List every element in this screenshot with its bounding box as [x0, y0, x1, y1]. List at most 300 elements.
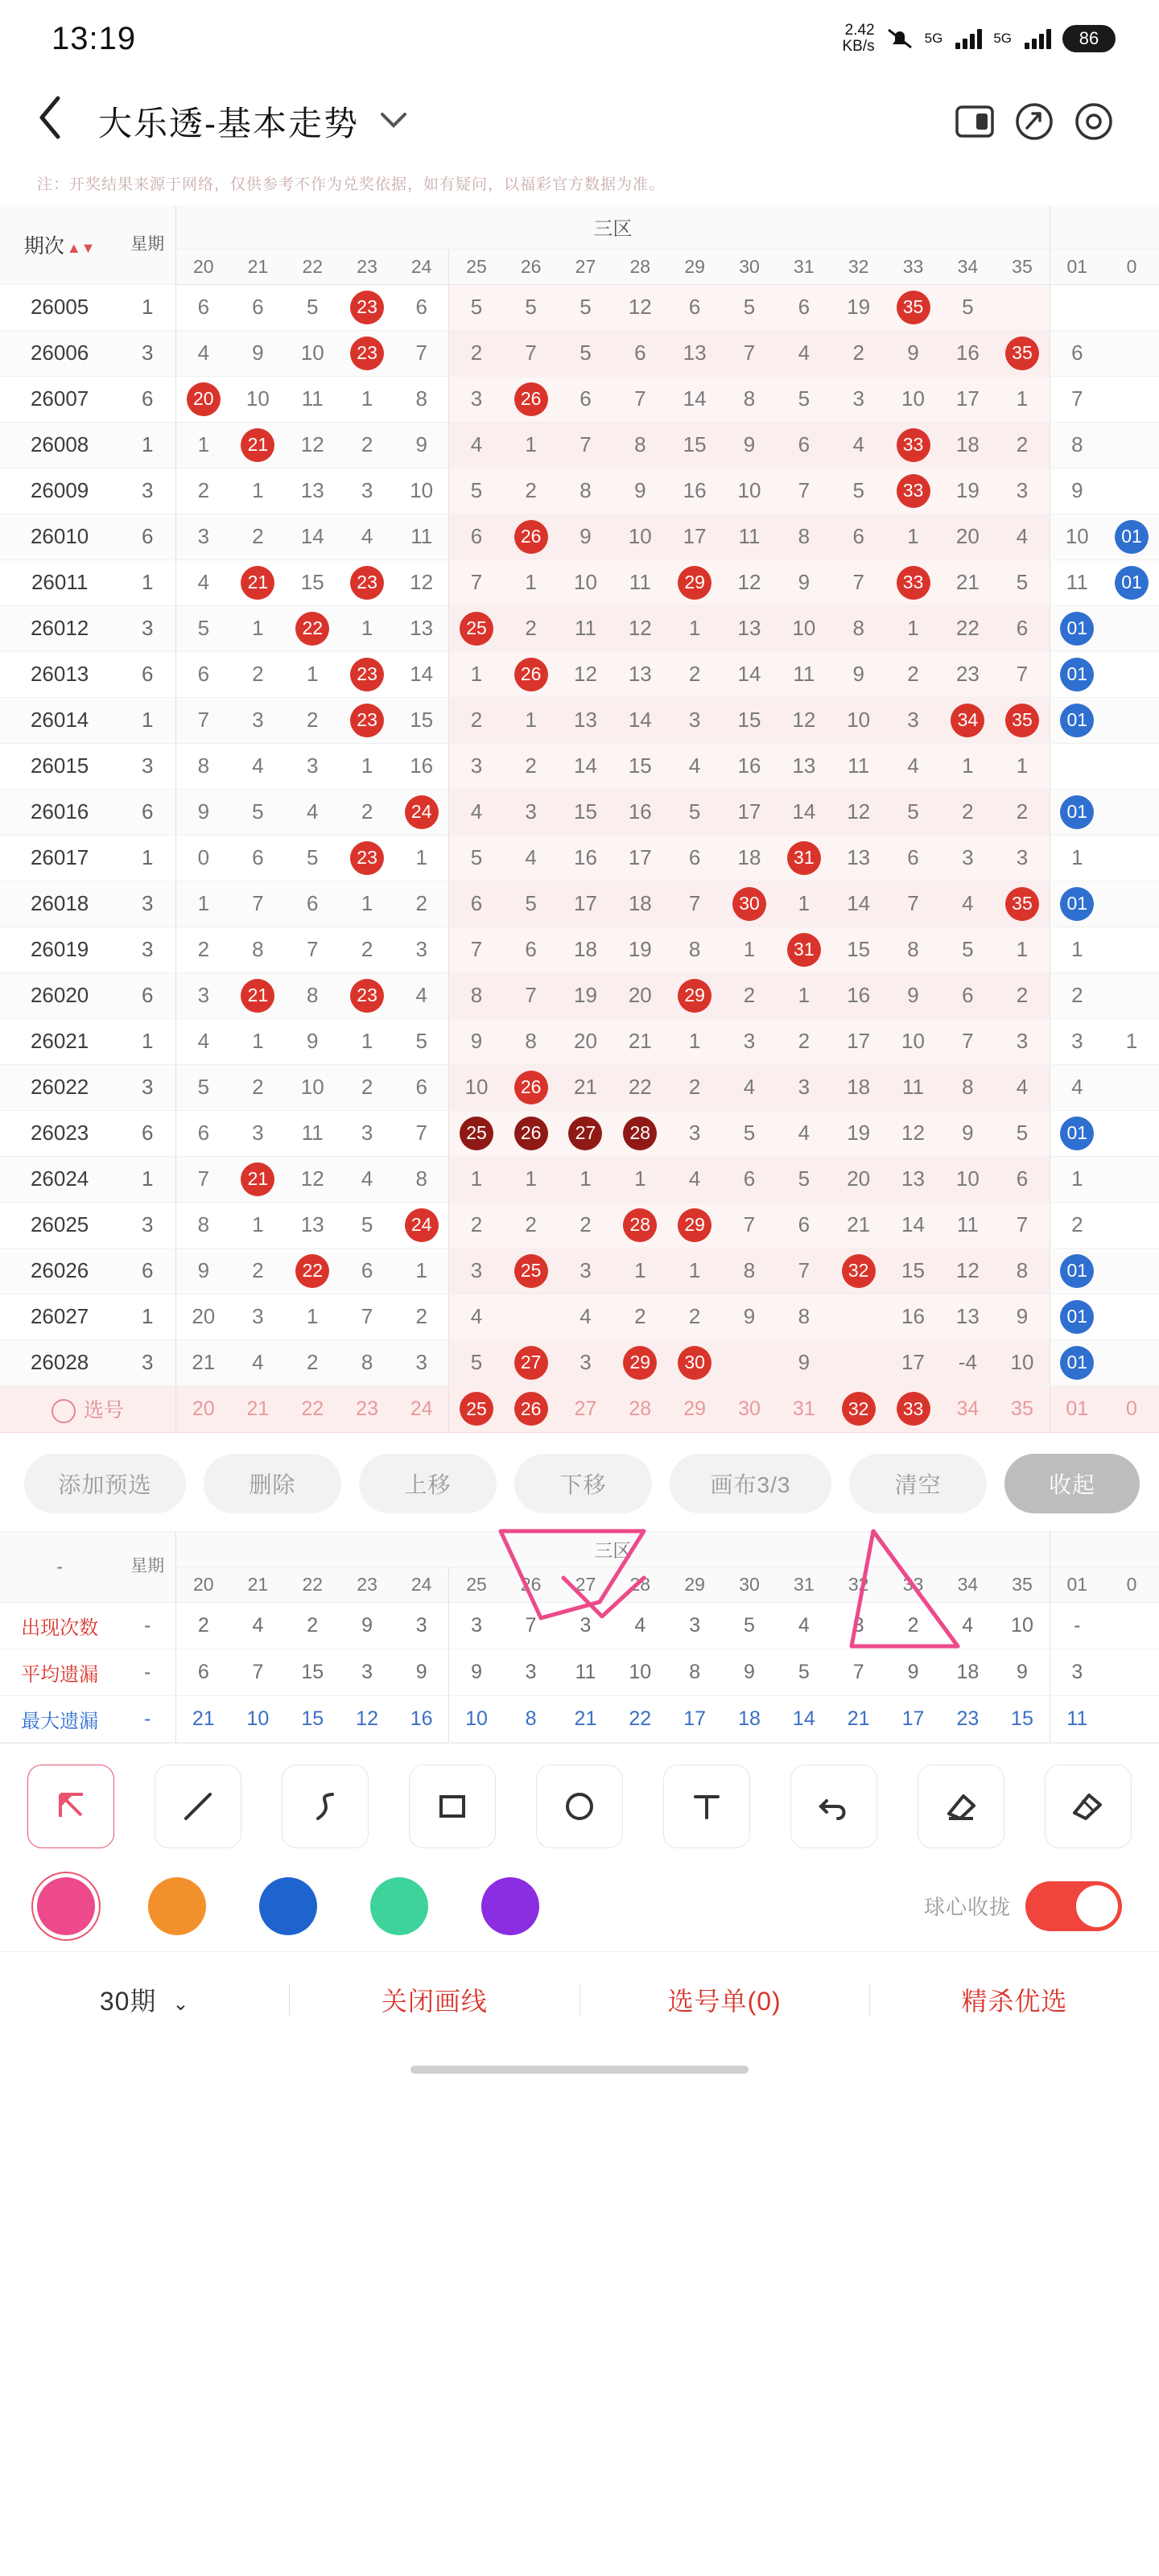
- cell-num-29[interactable]: 16: [667, 468, 722, 514]
- cell-num-29[interactable]: 3: [667, 1110, 722, 1156]
- table-row[interactable]: [0, 1018, 1159, 1064]
- cell-num-31[interactable]: 7: [777, 1248, 831, 1294]
- chevron-down-icon[interactable]: [380, 109, 407, 134]
- num-header-20[interactable]: 20: [176, 249, 231, 284]
- cell-num-20[interactable]: 8: [176, 1202, 231, 1248]
- cell-num-21[interactable]: [230, 559, 285, 605]
- cell-num-32[interactable]: 7: [831, 559, 886, 605]
- cell-num-28[interactable]: 16: [612, 789, 667, 835]
- cell-num-30[interactable]: 4: [722, 1064, 777, 1110]
- cell-num-26[interactable]: 7: [504, 972, 559, 1018]
- cell-num-35[interactable]: 3: [995, 835, 1050, 881]
- cell-num-0[interactable]: [1104, 1202, 1159, 1248]
- cell-num-0[interactable]: [1104, 927, 1159, 972]
- cell-num-28[interactable]: 18: [612, 881, 667, 927]
- cell-num-01[interactable]: 1: [1050, 927, 1104, 972]
- cell-num-22[interactable]: 13: [285, 468, 340, 514]
- cell-num-29[interactable]: 15: [667, 422, 722, 468]
- cell-num-25[interactable]: 5: [449, 835, 504, 881]
- cell-num-32[interactable]: 4: [831, 422, 886, 468]
- canvas-button[interactable]: 画布3/3: [670, 1454, 831, 1513]
- cell-num-34[interactable]: 9: [940, 1110, 995, 1156]
- cell-num-27[interactable]: 18: [559, 927, 613, 972]
- cell-num-22[interactable]: 1: [285, 651, 340, 697]
- cell-num-0[interactable]: [1104, 422, 1159, 468]
- table-row[interactable]: [0, 927, 1159, 972]
- num-header-29[interactable]: 29: [667, 249, 722, 284]
- cell-num-24[interactable]: 2: [394, 1294, 449, 1340]
- cell-num-27[interactable]: 8: [559, 468, 613, 514]
- sel-34[interactable]: 34: [940, 1385, 995, 1432]
- cell-num-01[interactable]: [1050, 1110, 1104, 1156]
- collapse-button[interactable]: 收起: [1004, 1454, 1140, 1513]
- cell-num-35[interactable]: 4: [995, 1064, 1050, 1110]
- cell-num-31[interactable]: 14: [777, 789, 831, 835]
- move-up-button[interactable]: 上移: [359, 1454, 497, 1513]
- cell-num-23[interactable]: 1: [340, 1018, 394, 1064]
- cell-num-20[interactable]: 4: [176, 559, 231, 605]
- table-row[interactable]: [0, 559, 1159, 605]
- cell-num-35[interactable]: 1: [995, 927, 1050, 972]
- cell-num-27[interactable]: 3: [559, 1340, 613, 1385]
- cell-num-25[interactable]: 7: [449, 559, 504, 605]
- cell-num-20[interactable]: 1: [176, 881, 231, 927]
- cell-num-27[interactable]: 1: [559, 1156, 613, 1202]
- cell-num-35[interactable]: 8: [995, 1248, 1050, 1294]
- cell-num-30[interactable]: 2: [722, 972, 777, 1018]
- cell-num-23[interactable]: 2: [340, 1064, 394, 1110]
- cell-num-32[interactable]: 5: [831, 468, 886, 514]
- num-header-23[interactable]: 23: [340, 249, 394, 284]
- cell-num-25[interactable]: [449, 1110, 504, 1156]
- cell-num-33[interactable]: 1: [886, 605, 941, 651]
- cell-num-20[interactable]: [176, 376, 231, 422]
- cell-num-26[interactable]: 7: [504, 330, 559, 376]
- cell-num-35[interactable]: 3: [995, 1018, 1050, 1064]
- num-header-21[interactable]: 21: [230, 249, 285, 284]
- cell-issue[interactable]: 26026: [0, 1248, 119, 1294]
- move-down-button[interactable]: 下移: [514, 1454, 652, 1513]
- cell-num-34[interactable]: 20: [940, 514, 995, 559]
- cell-num-30[interactable]: 1: [722, 927, 777, 972]
- cell-num-33[interactable]: 10: [886, 376, 941, 422]
- cell-num-20[interactable]: 8: [176, 743, 231, 789]
- sel-02[interactable]: 0: [1104, 1385, 1159, 1432]
- cell-num-26[interactable]: 6: [504, 927, 559, 972]
- back-arrow-icon[interactable]: [35, 95, 84, 149]
- cell-num-20[interactable]: 6: [176, 651, 231, 697]
- cell-num-28[interactable]: 2: [612, 1294, 667, 1340]
- num-header-22[interactable]: 22: [285, 249, 340, 284]
- cell-num-0[interactable]: [1104, 789, 1159, 835]
- cell-issue[interactable]: 26007: [0, 376, 119, 422]
- cell-num-30[interactable]: 14: [722, 651, 777, 697]
- table-row[interactable]: [0, 1110, 1159, 1156]
- cell-num-01[interactable]: 2: [1050, 972, 1104, 1018]
- num-header-02[interactable]: 0: [1104, 249, 1159, 284]
- cell-num-28[interactable]: 8: [612, 422, 667, 468]
- cell-num-26[interactable]: 2: [504, 1202, 559, 1248]
- cell-num-29[interactable]: 1: [667, 605, 722, 651]
- cell-num-25[interactable]: 10: [449, 1064, 504, 1110]
- color-bar[interactable]: [0, 1869, 1159, 1951]
- undo-tool[interactable]: [790, 1765, 877, 1848]
- cell-num-35[interactable]: 5: [995, 1110, 1050, 1156]
- cell-num-33[interactable]: 11: [886, 1064, 941, 1110]
- cell-num-33[interactable]: [886, 559, 941, 605]
- cell-issue[interactable]: 26014: [0, 697, 119, 743]
- table-row[interactable]: [0, 1294, 1159, 1340]
- cell-num-0[interactable]: [1104, 835, 1159, 881]
- cell-num-21[interactable]: [230, 972, 285, 1018]
- cell-num-22[interactable]: 1: [285, 1294, 340, 1340]
- cell-num-21[interactable]: 1: [230, 468, 285, 514]
- cell-num-23[interactable]: [340, 330, 394, 376]
- cell-num-01[interactable]: [1050, 1248, 1104, 1294]
- cell-num-34[interactable]: 13: [940, 1294, 995, 1340]
- drawing-toolbar[interactable]: [0, 1743, 1159, 1869]
- table-row[interactable]: [0, 605, 1159, 651]
- cell-num-27[interactable]: 10: [559, 559, 613, 605]
- cell-num-29[interactable]: 1: [667, 1248, 722, 1294]
- num-header-27[interactable]: 27: [559, 249, 613, 284]
- cell-num-23[interactable]: 5: [340, 1202, 394, 1248]
- cell-num-32[interactable]: 2: [831, 330, 886, 376]
- cell-num-32[interactable]: 18: [831, 1064, 886, 1110]
- cell-num-22[interactable]: 5: [285, 835, 340, 881]
- cell-num-24[interactable]: 12: [394, 559, 449, 605]
- cell-num-24[interactable]: 11: [394, 514, 449, 559]
- cell-num-20[interactable]: 4: [176, 330, 231, 376]
- cell-num-31[interactable]: 5: [777, 376, 831, 422]
- cell-num-24[interactable]: 3: [394, 1340, 449, 1385]
- cell-num-30[interactable]: 16: [722, 743, 777, 789]
- cell-num-26[interactable]: 2: [504, 605, 559, 651]
- ball-collapse-toggle[interactable]: [1025, 1881, 1122, 1931]
- cell-num-21[interactable]: 3: [230, 1110, 285, 1156]
- cell-issue[interactable]: 26019: [0, 927, 119, 972]
- cell-num-33[interactable]: 15: [886, 1248, 941, 1294]
- share-icon[interactable]: [1004, 92, 1064, 151]
- cell-num-32[interactable]: 20: [831, 1156, 886, 1202]
- cell-num-35[interactable]: [995, 330, 1050, 376]
- cell-num-31[interactable]: 8: [777, 1294, 831, 1340]
- cell-num-22[interactable]: 2: [285, 1340, 340, 1385]
- cell-num-27[interactable]: 19: [559, 972, 613, 1018]
- optimize-button[interactable]: 精杀优选: [961, 1987, 1068, 2016]
- cell-num-28[interactable]: 6: [612, 330, 667, 376]
- cell-num-22[interactable]: 8: [285, 972, 340, 1018]
- cell-num-31[interactable]: [777, 927, 831, 972]
- selection-label[interactable]: 选号: [0, 1385, 176, 1432]
- cell-num-28[interactable]: 10: [612, 514, 667, 559]
- cell-num-0[interactable]: [1104, 559, 1159, 605]
- num-header-25[interactable]: 25: [449, 249, 504, 284]
- cell-num-24[interactable]: 8: [394, 376, 449, 422]
- cell-num-20[interactable]: 7: [176, 1156, 231, 1202]
- cell-num-31[interactable]: 10: [777, 605, 831, 651]
- cell-num-26[interactable]: 1: [504, 559, 559, 605]
- cell-num-0[interactable]: [1104, 881, 1159, 927]
- cell-num-24[interactable]: 7: [394, 330, 449, 376]
- cell-num-26[interactable]: 5: [504, 881, 559, 927]
- cell-num-34[interactable]: 16: [940, 330, 995, 376]
- sel-29[interactable]: 29: [667, 1385, 722, 1432]
- cell-num-21[interactable]: 3: [230, 697, 285, 743]
- cell-num-22[interactable]: 11: [285, 1110, 340, 1156]
- cell-num-30[interactable]: 9: [722, 1294, 777, 1340]
- cell-num-32[interactable]: 12: [831, 789, 886, 835]
- cell-num-22[interactable]: 10: [285, 330, 340, 376]
- cell-num-33[interactable]: 3: [886, 697, 941, 743]
- cell-num-26[interactable]: [504, 651, 559, 697]
- cell-num-20[interactable]: 21: [176, 1340, 231, 1385]
- cell-num-23[interactable]: 1: [340, 605, 394, 651]
- cell-num-28[interactable]: 19: [612, 927, 667, 972]
- cell-num-31[interactable]: 2: [777, 1018, 831, 1064]
- cell-num-01[interactable]: 6: [1050, 330, 1104, 376]
- cell-num-21[interactable]: 6: [230, 284, 285, 330]
- cell-num-27[interactable]: 6: [559, 376, 613, 422]
- cell-num-20[interactable]: 3: [176, 972, 231, 1018]
- cell-num-33[interactable]: 7: [886, 881, 941, 927]
- target-settings-icon[interactable]: [1064, 92, 1124, 151]
- cell-num-27[interactable]: 5: [559, 284, 613, 330]
- cell-num-27[interactable]: 21: [559, 1064, 613, 1110]
- cell-num-32[interactable]: 17: [831, 1018, 886, 1064]
- period-select[interactable]: 30期 ⌄: [99, 1987, 190, 2016]
- cell-num-22[interactable]: 12: [285, 1156, 340, 1202]
- sel-20[interactable]: 20: [176, 1385, 231, 1432]
- cell-num-27[interactable]: 14: [559, 743, 613, 789]
- cell-num-01[interactable]: [1050, 697, 1104, 743]
- cell-num-33[interactable]: 17: [886, 1340, 941, 1385]
- cell-num-21[interactable]: 8: [230, 927, 285, 972]
- cell-num-21[interactable]: 1: [230, 1018, 285, 1064]
- table-row[interactable]: [0, 376, 1159, 422]
- cell-num-31[interactable]: 6: [777, 1202, 831, 1248]
- cell-num-33[interactable]: [886, 468, 941, 514]
- cell-num-31[interactable]: 9: [777, 1340, 831, 1385]
- cell-issue[interactable]: 26025: [0, 1202, 119, 1248]
- cell-issue[interactable]: 26022: [0, 1064, 119, 1110]
- cell-num-30[interactable]: 18: [722, 835, 777, 881]
- cell-num-27[interactable]: 2: [559, 1202, 613, 1248]
- cell-num-0[interactable]: [1104, 972, 1159, 1018]
- table-row[interactable]: [0, 881, 1159, 927]
- cell-num-29[interactable]: 17: [667, 514, 722, 559]
- table-row[interactable]: [0, 330, 1159, 376]
- cell-num-01[interactable]: [1050, 651, 1104, 697]
- cell-num-24[interactable]: 16: [394, 743, 449, 789]
- num-header-33[interactable]: 33: [886, 249, 941, 284]
- cell-num-32[interactable]: 13: [831, 835, 886, 881]
- cell-num-25[interactable]: 4: [449, 422, 504, 468]
- cell-num-34[interactable]: 21: [940, 559, 995, 605]
- cell-num-01[interactable]: 1: [1050, 835, 1104, 881]
- cell-num-35[interactable]: 1: [995, 376, 1050, 422]
- rect-tool[interactable]: [409, 1765, 496, 1848]
- cell-num-30[interactable]: 10: [722, 468, 777, 514]
- cell-num-23[interactable]: 2: [340, 422, 394, 468]
- cell-num-01[interactable]: [1050, 789, 1104, 835]
- cell-num-35[interactable]: [995, 881, 1050, 927]
- cell-num-20[interactable]: 2: [176, 468, 231, 514]
- cell-issue[interactable]: 26012: [0, 605, 119, 651]
- cell-num-01[interactable]: 8: [1050, 422, 1104, 468]
- cell-num-21[interactable]: 7: [230, 881, 285, 927]
- cell-num-35[interactable]: 2: [995, 422, 1050, 468]
- cell-num-30[interactable]: [722, 881, 777, 927]
- cell-num-22[interactable]: [285, 1248, 340, 1294]
- cell-num-30[interactable]: 12: [722, 559, 777, 605]
- cell-num-21[interactable]: [230, 1156, 285, 1202]
- cell-num-32[interactable]: 21: [831, 1202, 886, 1248]
- cell-issue[interactable]: 26013: [0, 651, 119, 697]
- delete-button[interactable]: 删除: [204, 1454, 341, 1513]
- cell-num-26[interactable]: [504, 514, 559, 559]
- cell-num-31[interactable]: 1: [777, 972, 831, 1018]
- cell-num-28[interactable]: 11: [612, 559, 667, 605]
- cell-num-31[interactable]: 12: [777, 697, 831, 743]
- cell-num-29[interactable]: 2: [667, 651, 722, 697]
- cell-num-33[interactable]: [886, 284, 941, 330]
- cell-num-26[interactable]: 3: [504, 789, 559, 835]
- cell-num-23[interactable]: 1: [340, 376, 394, 422]
- cell-num-33[interactable]: 4: [886, 743, 941, 789]
- cell-num-23[interactable]: 8: [340, 1340, 394, 1385]
- table-row[interactable]: [0, 1340, 1159, 1385]
- cell-num-34[interactable]: 18: [940, 422, 995, 468]
- cell-num-25[interactable]: 1: [449, 1156, 504, 1202]
- cell-num-20[interactable]: 1: [176, 422, 231, 468]
- cell-num-23[interactable]: [340, 972, 394, 1018]
- cell-num-28[interactable]: 20: [612, 972, 667, 1018]
- sel-35[interactable]: 35: [995, 1385, 1050, 1432]
- cell-num-35[interactable]: 6: [995, 1156, 1050, 1202]
- cell-num-34[interactable]: 3: [940, 835, 995, 881]
- cell-num-26[interactable]: 1: [504, 422, 559, 468]
- cell-num-28[interactable]: 7: [612, 376, 667, 422]
- cell-num-29[interactable]: 14: [667, 376, 722, 422]
- cell-num-25[interactable]: 3: [449, 376, 504, 422]
- cell-num-28[interactable]: 13: [612, 651, 667, 697]
- cell-num-35[interactable]: [995, 284, 1050, 330]
- cell-num-33[interactable]: 8: [886, 927, 941, 972]
- cell-num-0[interactable]: [1104, 651, 1159, 697]
- cell-num-21[interactable]: 2: [230, 1064, 285, 1110]
- trend-grid[interactable]: [0, 205, 1159, 1433]
- cell-num-32[interactable]: 10: [831, 697, 886, 743]
- cell-num-0[interactable]: [1104, 1294, 1159, 1340]
- cell-num-25[interactable]: 3: [449, 743, 504, 789]
- cell-num-0[interactable]: [1104, 514, 1159, 559]
- cell-num-34[interactable]: 19: [940, 468, 995, 514]
- cell-num-34[interactable]: 10: [940, 1156, 995, 1202]
- cell-num-01[interactable]: 10: [1050, 514, 1104, 559]
- cell-issue[interactable]: 26023: [0, 1110, 119, 1156]
- clear-all-tool[interactable]: [1045, 1765, 1132, 1848]
- cell-num-22[interactable]: 5: [285, 284, 340, 330]
- cell-num-31[interactable]: 9: [777, 559, 831, 605]
- cell-num-28[interactable]: 12: [612, 284, 667, 330]
- table-row[interactable]: [0, 697, 1159, 743]
- cell-num-24[interactable]: 7: [394, 1110, 449, 1156]
- table-row[interactable]: [0, 835, 1159, 881]
- cell-num-24[interactable]: 15: [394, 697, 449, 743]
- cell-num-0[interactable]: [1104, 743, 1159, 789]
- cell-num-23[interactable]: 1: [340, 881, 394, 927]
- cell-num-35[interactable]: 2: [995, 972, 1050, 1018]
- cell-num-32[interactable]: 16: [831, 972, 886, 1018]
- cell-num-33[interactable]: 12: [886, 1110, 941, 1156]
- cell-num-26[interactable]: 2: [504, 743, 559, 789]
- sort-arrows-icon[interactable]: ▲▼: [66, 239, 96, 256]
- table-row[interactable]: [0, 972, 1159, 1018]
- cell-num-27[interactable]: 5: [559, 330, 613, 376]
- cell-num-34[interactable]: 7: [940, 1018, 995, 1064]
- sel-30[interactable]: 30: [722, 1385, 777, 1432]
- cell-num-21[interactable]: 5: [230, 789, 285, 835]
- cell-num-20[interactable]: 9: [176, 789, 231, 835]
- cell-num-35[interactable]: 10: [995, 1340, 1050, 1385]
- cell-num-25[interactable]: 1: [449, 651, 504, 697]
- cell-num-23[interactable]: 3: [340, 468, 394, 514]
- cell-num-32[interactable]: [831, 1340, 886, 1385]
- cell-num-26[interactable]: [504, 1340, 559, 1385]
- cell-num-29[interactable]: 4: [667, 743, 722, 789]
- cell-num-23[interactable]: 2: [340, 927, 394, 972]
- cell-num-21[interactable]: 6: [230, 835, 285, 881]
- cell-num-30[interactable]: 7: [722, 330, 777, 376]
- cell-num-0[interactable]: 1: [1104, 1018, 1159, 1064]
- cell-issue[interactable]: 26017: [0, 835, 119, 881]
- cell-num-32[interactable]: 19: [831, 1110, 886, 1156]
- cell-num-25[interactable]: 7: [449, 927, 504, 972]
- cell-num-34[interactable]: 5: [940, 927, 995, 972]
- cell-num-35[interactable]: 4: [995, 514, 1050, 559]
- cell-num-01[interactable]: [1050, 743, 1104, 789]
- sel-27[interactable]: 27: [559, 1385, 613, 1432]
- cell-num-20[interactable]: 5: [176, 1064, 231, 1110]
- num-header-30[interactable]: 30: [722, 249, 777, 284]
- cell-num-23[interactable]: [340, 651, 394, 697]
- cell-num-31[interactable]: [777, 835, 831, 881]
- cell-num-0[interactable]: [1104, 1340, 1159, 1385]
- cell-num-33[interactable]: 9: [886, 972, 941, 1018]
- cell-num-29[interactable]: 1: [667, 1018, 722, 1064]
- cell-issue[interactable]: 26027: [0, 1294, 119, 1340]
- cell-num-27[interactable]: 3: [559, 1248, 613, 1294]
- cell-num-24[interactable]: 6: [394, 1064, 449, 1110]
- cell-num-29[interactable]: 4: [667, 1156, 722, 1202]
- cell-num-01[interactable]: 11: [1050, 559, 1104, 605]
- cell-num-0[interactable]: [1104, 697, 1159, 743]
- cell-num-31[interactable]: 6: [777, 284, 831, 330]
- clear-button[interactable]: 清空: [849, 1454, 987, 1513]
- cell-num-28[interactable]: 1: [612, 1248, 667, 1294]
- cell-num-22[interactable]: 12: [285, 422, 340, 468]
- cell-num-23[interactable]: 1: [340, 743, 394, 789]
- cell-num-21[interactable]: 1: [230, 605, 285, 651]
- num-header-31[interactable]: 31: [777, 249, 831, 284]
- sel-24[interactable]: 24: [394, 1385, 449, 1432]
- cell-num-30[interactable]: 15: [722, 697, 777, 743]
- cell-issue[interactable]: 26018: [0, 881, 119, 927]
- cell-num-33[interactable]: 14: [886, 1202, 941, 1248]
- cell-issue[interactable]: 26015: [0, 743, 119, 789]
- cell-num-29[interactable]: 5: [667, 789, 722, 835]
